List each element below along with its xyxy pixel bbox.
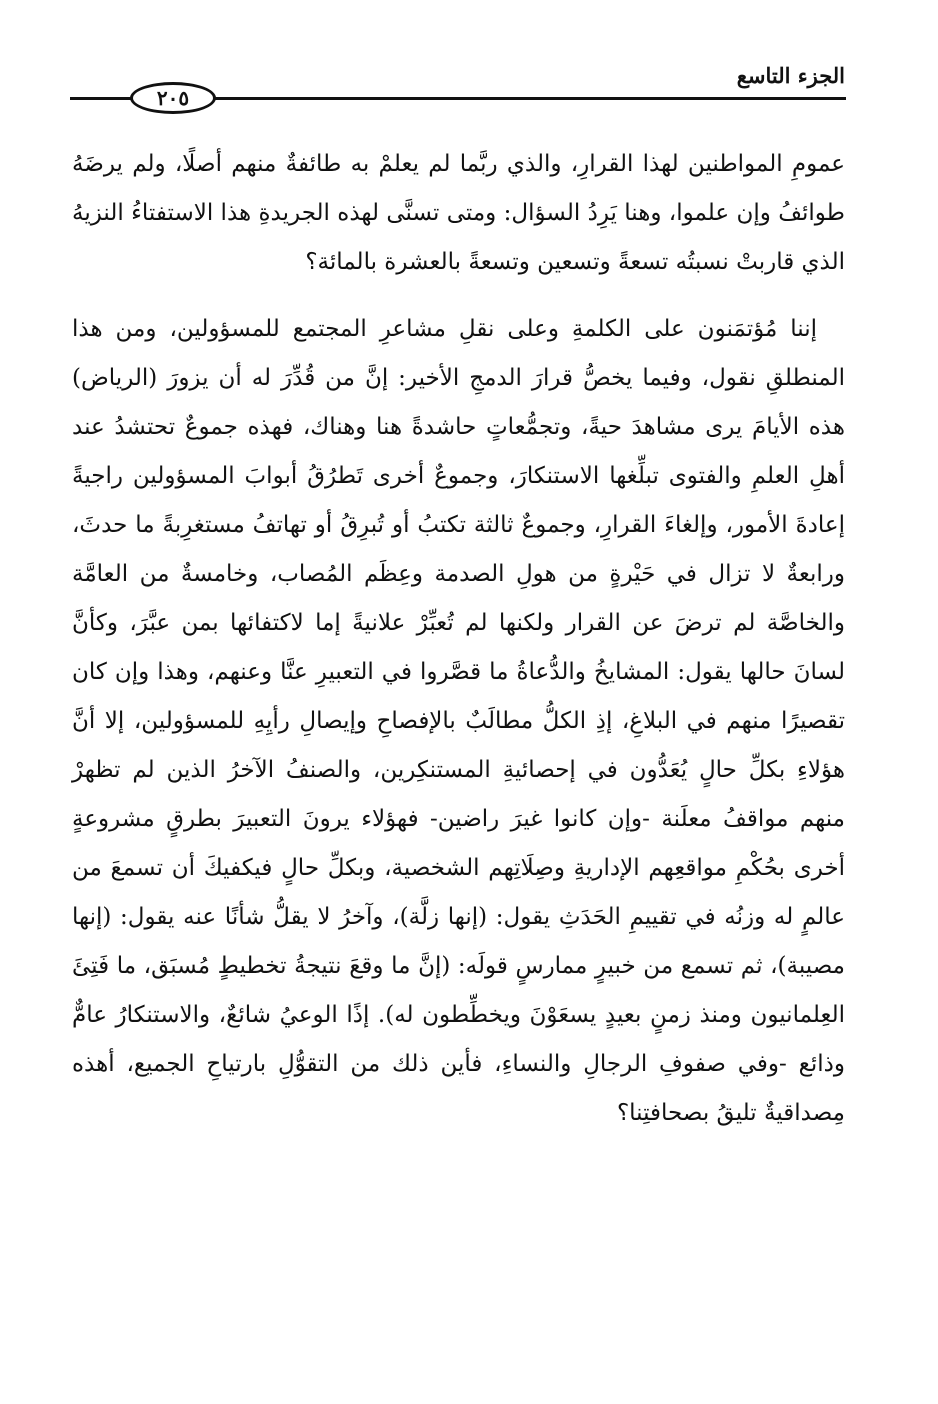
body-text xyxy=(72,140,845,1138)
page-number: ٢٠٥ xyxy=(156,86,190,110)
page-number-badge xyxy=(130,82,216,114)
running-title: الجزء التاسع xyxy=(736,63,845,88)
paragraph-1: عمومِ المواطنين لهذا القرارِ، والذي ربَّما لم يعلمْ به طائفةٌ منهم أصلًا، ولم يرضَهُ طوائفُ وإن علموا، وهنا يَرِدُ السؤال: ومتى تسنَّى لهذه الجريدةِ هذا الاستفتاءُ النزيهُ الذي قاربتْ نسبتُه تسعةً وتسعين وتسعةً بالعشرة بالمائة؟ xyxy=(72,151,845,275)
paragraph-2: إننا مُؤتمَنون على الكلمةِ وعلى نقلِ مشاعرِ المجتمع للمسؤولين، ومن هذا المنطلقِ نقول، وفيما يخصُّ قرارَ الدمجِ الأخير: إنَّ من قُدِّرَ له أن يزورَ (الرياض) هذه الأيامَ يرى مشاهدَ حيةً، وتجمُّعاتٍ حاشدةً هنا وهناك، فهذه جموعٌ تحتشدُ عند أهلِ العلمِ والفتوى تبلِّغها الاستنكارَ، وجموعٌ أخرى تَطرُقُ أبوابَ المسؤولين راجيةً إعادةَ الأمور، وإلغاءَ القرارِ، وجموعٌ ثالثة تكتبُ أو تُبرِقُ أو تهاتفُ مستغرِبةً ما حدثَ، ورابعةٌ لا تزال في حَيْرةٍ من هولِ الصدمة وعِظَم المُصاب، وخامسةٌ من العامَّة والخاصَّة لم ترضَ عن القرار ولكنها لم تُعبِّرْ علانيةً إما لاكتفائها بمن عبَّرَ، وكأنَّ لسانَ حالها يقول: المشايخُ والدُّعاةُ ما قصَّروا في التعبيرِ عنَّا وعنهم، وهذا وإن كان تقصيرًا منهم في البلاغِ، إذِ الكلُّ مطالَبٌ بالإفصاحِ وإيصالِ رأيِهِ للمسؤولين، إلا أنَّ هؤلاءِ بكلِّ حالٍ يُعَدُّون في إحصائيةِ المستنكِرين، والصنفُ الآخرُ الذين لم تظهرْ منهم مواقفُ معلَنة -وإن كانوا غيرَ راضين- فهؤلاء يرونَ التعبيرَ بطرقٍ مشروعةٍ أخرى بحُكْمِ مواقعِهم الإداريةِ وصِلَاتِهم الشخصية، وبكلِّ حالٍ فيكفيكَ أن تسمعَ من عالمٍ له وزنُه في تقييمِ الحَدَثِ يقول: (إنها زلَّة)، وآخرُ لا يقلُّ شأنًا عنه يقول: (إنها مصيبة)، ثم تسمع من خبيرٍ ممارسٍ قولَه: (إنَّ ما وقعَ نتيجةُ تخطيطٍ مُسبَق، ما فَتِئَ العِلمانيون ومنذ زمنٍ بعيدٍ يسعَوْنَ ويخطِّطون له). إذًا الوعيُ شائعٌ، والاستنكارُ عامٌّ وذائع -وفي صفوفِ الرجالِ والنساءِ، فأين ذلك من التقوُّلِ بارتياحِ الجميع، أهذه مِصداقيةٌ تليقُ بصحافتِنا؟ xyxy=(72,316,845,1126)
